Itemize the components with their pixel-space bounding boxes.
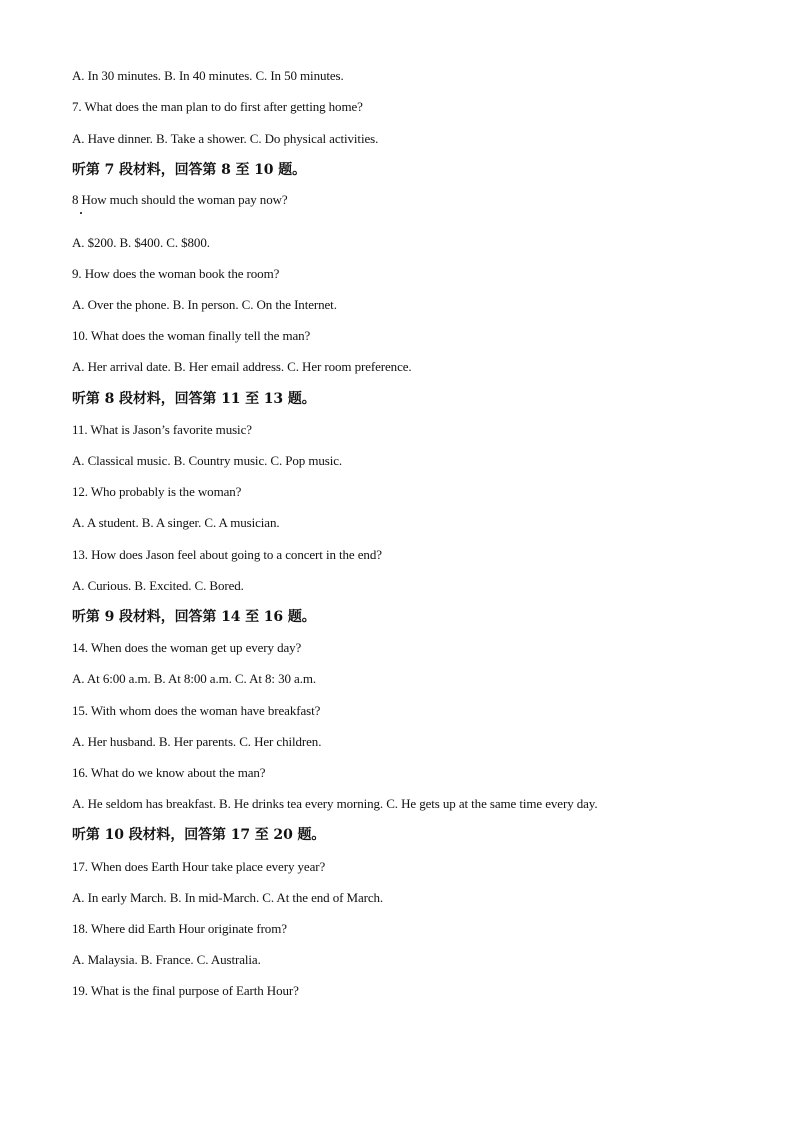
option-line: A. $200. B. $400. C. $800.	[72, 235, 210, 250]
option-line: A. Her arrival date. B. Her email address. C. Her room preference.	[72, 359, 412, 374]
option-line: A. Her husband. B. Her parents. C. Her children.	[72, 734, 322, 749]
section-heading: 听第 9 段材料，回答第 14 至 16 题。	[72, 609, 316, 625]
question-11: 11. What is Jason’s favorite music?	[72, 422, 252, 437]
option-line: A. A student. B. A singer. C. A musician.	[72, 515, 280, 530]
option-line: A. He seldom has breakfast. B. He drinks tea every morning. C. He gets up at the same time every day.	[72, 796, 598, 811]
question-7: 7. What does the man plan to do first after getting home?	[72, 99, 363, 114]
option-line: A. In 30 minutes. B. In 40 minutes. C. In 50 minutes.	[72, 68, 344, 83]
question-10: 10. What does the woman finally tell the man?	[72, 328, 311, 343]
section-heading: 听第 7 段材料，回答第 8 至 10 题。	[72, 162, 307, 178]
option-line: A. Have dinner. B. Take a shower. C. Do physical activities.	[72, 131, 379, 146]
question-12: 12. Who probably is the woman?	[72, 484, 242, 499]
stray-mark	[80, 212, 82, 214]
question-9: 9. How does the woman book the room?	[72, 266, 280, 281]
question-17: 17. When does Earth Hour take place every year?	[72, 859, 326, 874]
question-16: 16. What do we know about the man?	[72, 765, 266, 780]
option-line: A. Curious. B. Excited. C. Bored.	[72, 578, 244, 593]
section-heading: 听第 10 段材料，回答第 17 至 20 题。	[72, 827, 326, 843]
option-line: A. Malaysia. B. France. C. Australia.	[72, 952, 261, 967]
question-15: 15. With whom does the woman have breakfast?	[72, 703, 321, 718]
question-8: 8 How much should the woman pay now?	[72, 192, 288, 207]
option-line: A. At 6:00 a.m. B. At 8:00 a.m. C. At 8: 30 a.m.	[72, 671, 317, 686]
option-line: A. Over the phone. B. In person. C. On the Internet.	[72, 297, 337, 312]
option-line: A. In early March. B. In mid-March. C. At the end of March.	[72, 890, 384, 905]
question-18: 18. Where did Earth Hour originate from?	[72, 921, 287, 936]
question-13: 13. How does Jason feel about going to a concert in the end?	[72, 547, 382, 562]
question-19: 19. What is the final purpose of Earth Hour?	[72, 983, 299, 998]
option-line: A. Classical music. B. Country music. C. Pop music.	[72, 453, 343, 468]
question-14: 14. When does the woman get up every day?	[72, 640, 302, 655]
section-heading: 听第 8 段材料，回答第 11 至 13 题。	[72, 391, 316, 407]
